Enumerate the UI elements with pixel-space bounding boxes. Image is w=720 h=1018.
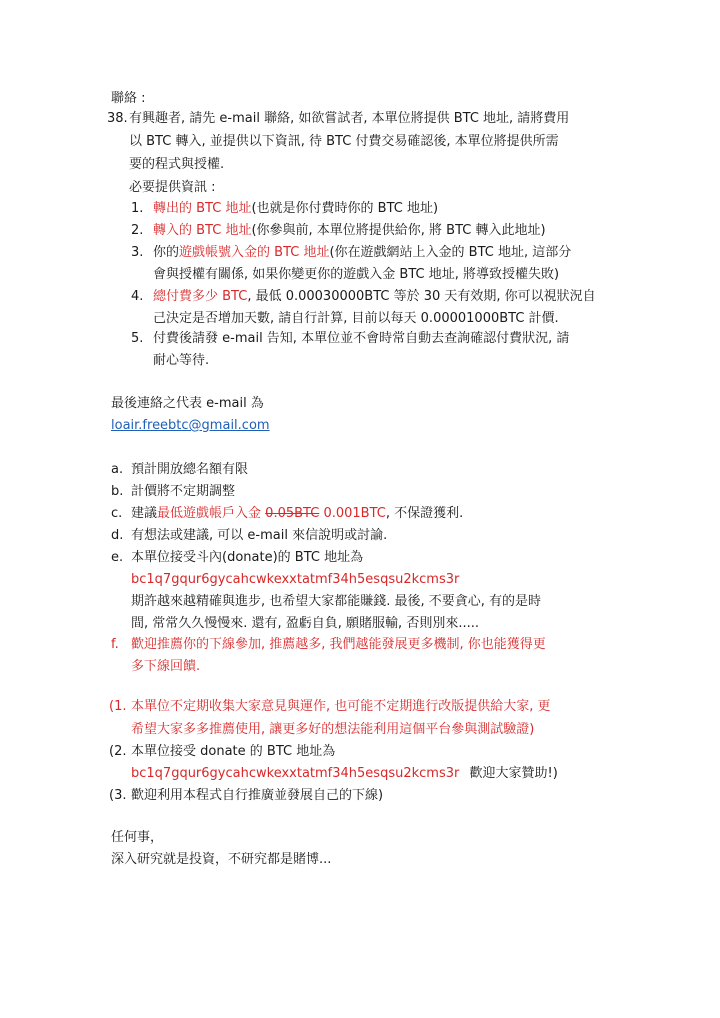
btc-address: bc1q7gqur6gycahcwkexxtatmf34h5esqsu2kcms3r xyxy=(131,766,460,781)
note-text: 歡迎推薦你的下線參加, 推薦越多, 我們越能發展更多機制, 你也能獲得更 xyxy=(131,637,546,652)
item-38-line2: 以 BTC 轉入, 並提供以下資訊, 待 BTC 付費交易確認後, 本單位將提供所需 xyxy=(129,134,559,149)
list-item-continuation: 耐心等待. xyxy=(153,353,210,368)
list-number: 5. xyxy=(131,331,144,346)
note-f xyxy=(111,634,546,656)
paren-note-2-line2 xyxy=(131,763,558,785)
list-item xyxy=(131,242,571,264)
note-b xyxy=(111,481,235,503)
list-highlight: 遊戲帳號入金的 BTC 地址 xyxy=(179,245,330,260)
note-e-line4: 間, 常常久久慢慢來. 還有, 盈虧自負, 願賭服輸, 否則別來..... xyxy=(131,616,479,631)
closing-line2: 深入研究就是投資，不研究都是賭博... xyxy=(111,852,332,867)
item-38-line1: 有興趣者, 請先 e-mail 聯絡, 如欲嘗試者, 本單位將提供 BTC 地址, 請將費用 xyxy=(129,111,570,126)
list-item xyxy=(131,328,569,350)
list-text: (你在遊戲網站上入金的 BTC 地址, 這部分 xyxy=(329,245,572,260)
note-e-line3: 期許越來越精確與進步, 也希望大家都能賺錢. 最後, 不要貪心, 有的是時 xyxy=(131,594,542,609)
list-text: , 最低 0.00030000BTC 等於 30 天有效期, 你可以視狀況自 xyxy=(247,289,596,304)
note-marker: a. xyxy=(111,462,124,477)
paren-note-1-line2: 希望大家多多推薦使用, 讓更多好的想法能利用這個平台參與測試驗證) xyxy=(131,722,535,737)
required-info-heading: 必要提供資訊 : xyxy=(129,180,216,195)
paren-text: 本單位接受 donate 的 BTC 地址為 xyxy=(131,744,336,759)
note-a xyxy=(111,459,248,481)
item-38-number: 38. xyxy=(107,111,128,126)
list-highlight: 轉出的 BTC 地址 xyxy=(153,201,252,216)
note-marker: d. xyxy=(111,528,124,543)
list-item xyxy=(131,220,546,242)
list-highlight: 總付費多少 BTC xyxy=(153,289,248,304)
paren-note-3 xyxy=(109,785,383,807)
paren-text: 歡迎利用本程式自行推廣並發展自己的下線) xyxy=(131,788,384,803)
contact-heading: 聯絡 : xyxy=(111,91,146,106)
note-marker: c. xyxy=(111,506,123,521)
list-number: 2. xyxy=(131,223,144,238)
note-marker: e. xyxy=(111,550,124,565)
list-number: 1. xyxy=(131,201,144,216)
list-item-continuation: 會與授權有關係, 如果你變更你的遊戲入金 BTC 地址, 將導致授權失敗) xyxy=(153,267,560,282)
list-number: 4. xyxy=(131,289,144,304)
thanks-text: 歡迎大家贊助!) xyxy=(469,766,558,781)
note-d xyxy=(111,525,387,547)
note-marker: f. xyxy=(111,637,119,652)
list-text: (也就是你付費時你的 BTC 地址) xyxy=(251,201,439,216)
note-highlight: 最低遊戲帳戶入金 xyxy=(157,506,262,521)
note-e xyxy=(111,547,363,569)
list-text-pre: 你的 xyxy=(153,245,180,260)
note-f-line2: 多下線回饋. xyxy=(131,659,201,674)
paren-marker: (3. xyxy=(109,788,127,803)
paren-text: 本單位不定期收集大家意見與運作, 也可能不定期進行改版提供給大家, 更 xyxy=(131,699,551,714)
btc-address: bc1q7gqur6gycahcwkexxtatmf34h5esqsu2kcms3r xyxy=(131,572,460,587)
list-item xyxy=(131,198,438,220)
paren-note-2 xyxy=(109,741,335,763)
email-label: 最後連絡之代表 e-mail 為 xyxy=(111,396,264,411)
paren-marker: (1. xyxy=(109,699,127,714)
note-text-pre: 建議 xyxy=(131,506,158,521)
closing-line1: 任何事， xyxy=(111,830,164,845)
list-text: (你參與前, 本單位將提供給你, 將 BTC 轉入此地址) xyxy=(251,223,546,238)
list-highlight: 轉入的 BTC 地址 xyxy=(153,223,252,238)
note-text: 有想法或建議, 可以 e-mail 來信說明或討論. xyxy=(131,528,388,543)
list-text: 付費後請發 e-mail 告知, 本單位並不會時常自動去查詢確認付費狀況, 請 xyxy=(153,331,570,346)
paren-marker: (2. xyxy=(109,744,127,759)
email-link[interactable]: loair.freebtc@gmail.com xyxy=(111,418,270,433)
note-c xyxy=(111,503,463,525)
note-text: 本單位接受斗內(donate)的 BTC 地址為 xyxy=(131,550,364,565)
list-item-continuation: 己決定是否增加天數, 請自行計算, 目前以每天 0.00001000BTC 計價. xyxy=(153,311,559,326)
item-38-line3: 要的程式與授權. xyxy=(129,157,225,172)
list-item xyxy=(131,286,596,308)
note-text: 計價將不定期調整 xyxy=(131,484,236,499)
note-text-post: , 不保證獲利. xyxy=(385,506,464,521)
note-text: 預計開放總名額有限 xyxy=(131,462,249,477)
new-price: 0.001BTC xyxy=(323,506,386,521)
struck-price: 0.05BTC xyxy=(265,506,320,521)
list-number: 3. xyxy=(131,245,144,260)
paren-note-1 xyxy=(109,696,551,718)
note-marker: b. xyxy=(111,484,124,499)
